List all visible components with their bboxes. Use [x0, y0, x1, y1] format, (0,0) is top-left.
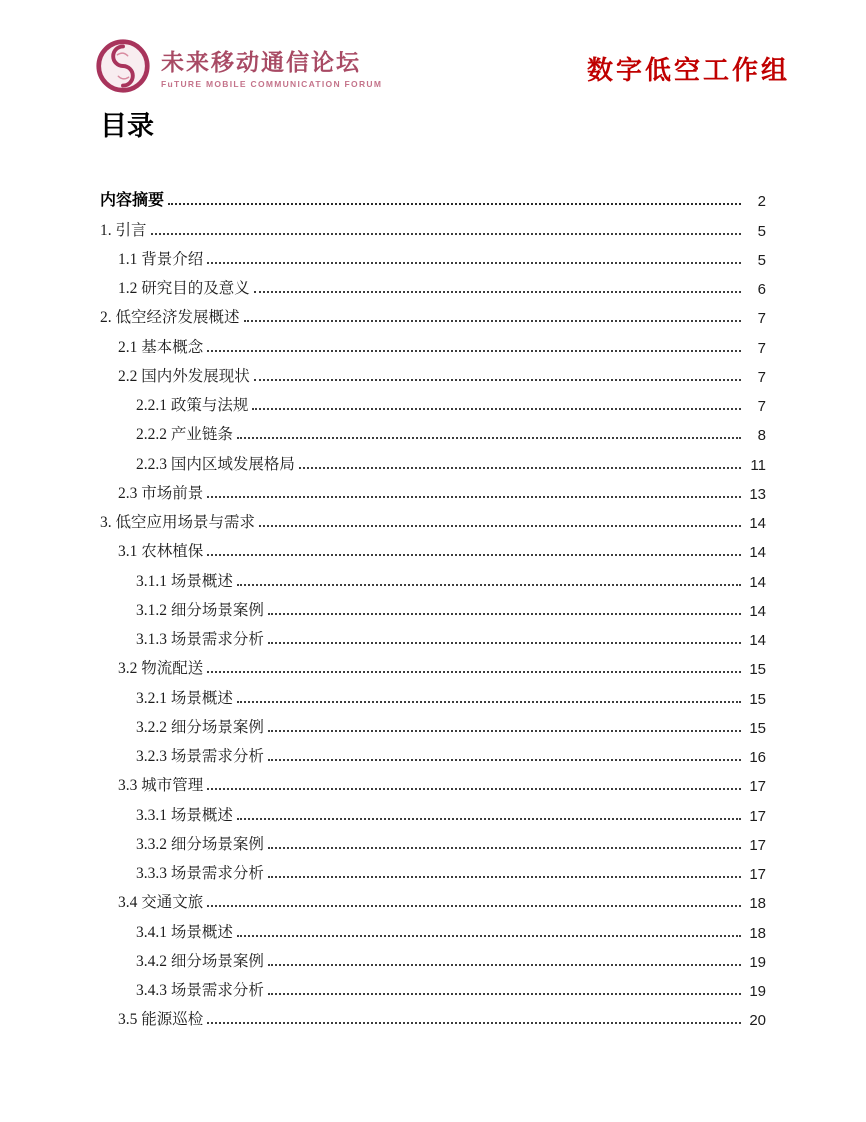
- toc-entry[interactable]: [100, 856, 766, 885]
- toc-dot-leader: [268, 730, 741, 732]
- toc-dot-leader: [207, 1022, 741, 1024]
- toc-dot-leader: [252, 408, 741, 410]
- toc-entry-page: 5: [757, 251, 766, 269]
- toc-entry-label: 1.2 研究目的及意义: [118, 280, 250, 297]
- toc-dot-leader: [207, 554, 741, 556]
- toc-dot-leader: [254, 291, 741, 293]
- toc-entry-page: 5: [757, 222, 766, 240]
- toc-entry-page: 15: [749, 719, 766, 737]
- toc-entry-label: 3.1.2 细分场景案例: [136, 601, 264, 619]
- toc-entry-label: 3.4 交通文旅: [118, 894, 204, 912]
- logo-name-cn: 未来移动通信论坛: [161, 48, 361, 76]
- toc-entry-label: 2.2.1 政策与法规: [136, 397, 249, 414]
- toc-dot-leader: [299, 467, 741, 469]
- page-header: [0, 0, 866, 94]
- toc-entry-page: 17: [749, 807, 766, 825]
- toc-dot-leader: [268, 993, 741, 995]
- toc-entry-page: 14: [749, 515, 766, 532]
- toc-dot-leader: [207, 350, 741, 352]
- toc-entry[interactable]: [100, 622, 766, 651]
- toc-entry-label: 3. 低空应用场景与需求: [100, 514, 256, 531]
- toc-entry-label: 2.3 市场前景: [118, 484, 204, 502]
- toc-entry[interactable]: [100, 271, 766, 300]
- toc-entry-page: 14: [749, 602, 766, 620]
- toc-entry[interactable]: [100, 1002, 766, 1031]
- toc-dot-leader: [268, 642, 741, 644]
- toc-entry[interactable]: [100, 973, 766, 1002]
- toc-dot-leader: [244, 320, 741, 322]
- toc-entry-page: 8: [757, 427, 766, 445]
- toc-entry-label: 内容摘要: [100, 192, 165, 210]
- toc-entry-label: 2. 低空经济发展概述: [100, 309, 240, 327]
- toc-entry[interactable]: [100, 797, 766, 826]
- toc-entry-page: 17: [749, 836, 766, 854]
- workgroup-title: 数字低空工作组: [586, 56, 790, 86]
- toc-dot-leader: [237, 935, 741, 937]
- toc-entry-label: 3.2.1 场景概述: [136, 689, 233, 707]
- toc-entry-page: 19: [749, 983, 766, 1000]
- toc-entry[interactable]: [100, 505, 766, 534]
- toc-dot-leader: [268, 847, 741, 849]
- toc-dot-leader: [237, 584, 741, 586]
- toc-dot-leader: [151, 233, 741, 235]
- toc-entry-page: 13: [749, 485, 766, 503]
- toc-entry-label: 3.1.3 场景需求分析: [136, 631, 264, 648]
- toc-entry-label: 1. 引言: [100, 221, 147, 239]
- toc-entry-page: 6: [757, 281, 766, 298]
- toc-dot-leader: [207, 788, 741, 790]
- toc-entry[interactable]: [100, 680, 766, 709]
- toc-entry-page: 16: [749, 749, 766, 766]
- page-title: 目录: [100, 111, 154, 141]
- toc-entry-label: 2.1 基本概念: [118, 338, 204, 356]
- toc-entry-page: 18: [749, 895, 766, 913]
- toc-entry[interactable]: [100, 563, 766, 592]
- toc-entry-page: 7: [757, 310, 766, 328]
- toc-entry-page: 11: [750, 456, 766, 474]
- toc-entry[interactable]: [100, 329, 766, 358]
- toc-entry[interactable]: [100, 651, 766, 680]
- toc-entry-page: 15: [749, 661, 766, 679]
- toc-entry[interactable]: [100, 914, 766, 943]
- toc-dot-leader: [268, 964, 741, 966]
- toc-entry[interactable]: [100, 300, 766, 329]
- toc-entry[interactable]: [100, 944, 766, 973]
- toc-dot-leader: [268, 759, 741, 761]
- toc-dot-leader: [207, 496, 741, 498]
- toc-dot-leader: [207, 905, 741, 907]
- toc-entry[interactable]: [100, 827, 766, 856]
- toc-dot-leader: [254, 379, 741, 381]
- toc-entry-label: 3.4.1 场景概述: [136, 923, 233, 941]
- toc-entry-page: 7: [757, 368, 766, 386]
- toc-entry-page: 14: [749, 632, 766, 649]
- toc-entry-label: 3.3.1 场景概述: [136, 806, 233, 824]
- toc-dot-leader: [268, 613, 741, 615]
- toc-entry-page: 17: [749, 778, 766, 796]
- toc-entry[interactable]: [100, 710, 766, 739]
- table-of-contents: [100, 183, 766, 1031]
- toc-entry-page: 18: [749, 924, 766, 942]
- forum-swirl-logo-icon: [95, 38, 151, 94]
- toc-dot-leader: [237, 818, 741, 820]
- toc-entry-label: 3.2 物流配送: [118, 660, 204, 678]
- toc-entry-label: 3.5 能源巡检: [118, 1011, 204, 1029]
- toc-dot-leader: [207, 671, 741, 673]
- toc-dot-leader: [237, 437, 741, 439]
- logo-name-en: FuTURE MOBILE COMMUNICATION FORUM: [161, 78, 383, 89]
- forum-logo: [95, 38, 382, 94]
- toc-entry-label: 3.1 农林植保: [118, 543, 204, 561]
- toc-entry[interactable]: [100, 739, 766, 768]
- toc-entry-page: 14: [749, 544, 766, 562]
- toc-entry-label: 2.2 国内外发展现状: [118, 367, 250, 385]
- toc-entry-label: 3.2.2 细分场景案例: [136, 718, 264, 736]
- toc-dot-leader: [268, 876, 741, 878]
- toc-entry[interactable]: [100, 446, 766, 475]
- toc-entry-page: 19: [749, 953, 766, 971]
- toc-entry[interactable]: [100, 593, 766, 622]
- toc-entry-page: 15: [749, 690, 766, 708]
- toc-entry-label: 3.2.3 场景需求分析: [136, 748, 264, 765]
- toc-entry-page: 14: [749, 573, 766, 591]
- toc-dot-leader: [237, 701, 741, 703]
- toc-entry-label: 2.2.2 产业链条: [136, 426, 233, 444]
- toc-entry-page: 2: [757, 193, 766, 211]
- toc-entry[interactable]: [100, 476, 766, 505]
- toc-entry[interactable]: [100, 417, 766, 446]
- toc-entry[interactable]: [100, 534, 766, 563]
- toc-entry-label: 2.2.3 国内区域发展格局: [136, 455, 295, 473]
- forum-logo-text: [161, 44, 382, 89]
- toc-entry-page: 7: [757, 398, 766, 415]
- toc-entry-page: 17: [749, 866, 766, 883]
- toc-entry-page: 20: [749, 1012, 766, 1030]
- toc-entry[interactable]: [100, 768, 766, 797]
- toc-entry-label: 3.4.2 细分场景案例: [136, 952, 264, 970]
- toc-entry[interactable]: [100, 212, 766, 241]
- toc-entry-label: 3.4.3 场景需求分析: [136, 982, 264, 999]
- toc-entry[interactable]: [100, 183, 766, 212]
- toc-entry-label: 3.3.2 细分场景案例: [136, 835, 264, 853]
- toc-entry[interactable]: [100, 885, 766, 914]
- toc-dot-leader: [168, 203, 741, 205]
- toc-dot-leader: [259, 525, 741, 527]
- toc-entry-label: 1.1 背景介绍: [118, 250, 204, 268]
- toc-entry[interactable]: [100, 388, 766, 417]
- toc-entry-label: 3.3.3 场景需求分析: [136, 865, 264, 882]
- toc-entry-page: 7: [757, 339, 766, 357]
- toc-dot-leader: [207, 262, 741, 264]
- toc-entry[interactable]: [100, 359, 766, 388]
- toc-entry-label: 3.1.1 场景概述: [136, 572, 233, 590]
- toc-entry[interactable]: [100, 242, 766, 271]
- toc-entry-label: 3.3 城市管理: [118, 777, 204, 795]
